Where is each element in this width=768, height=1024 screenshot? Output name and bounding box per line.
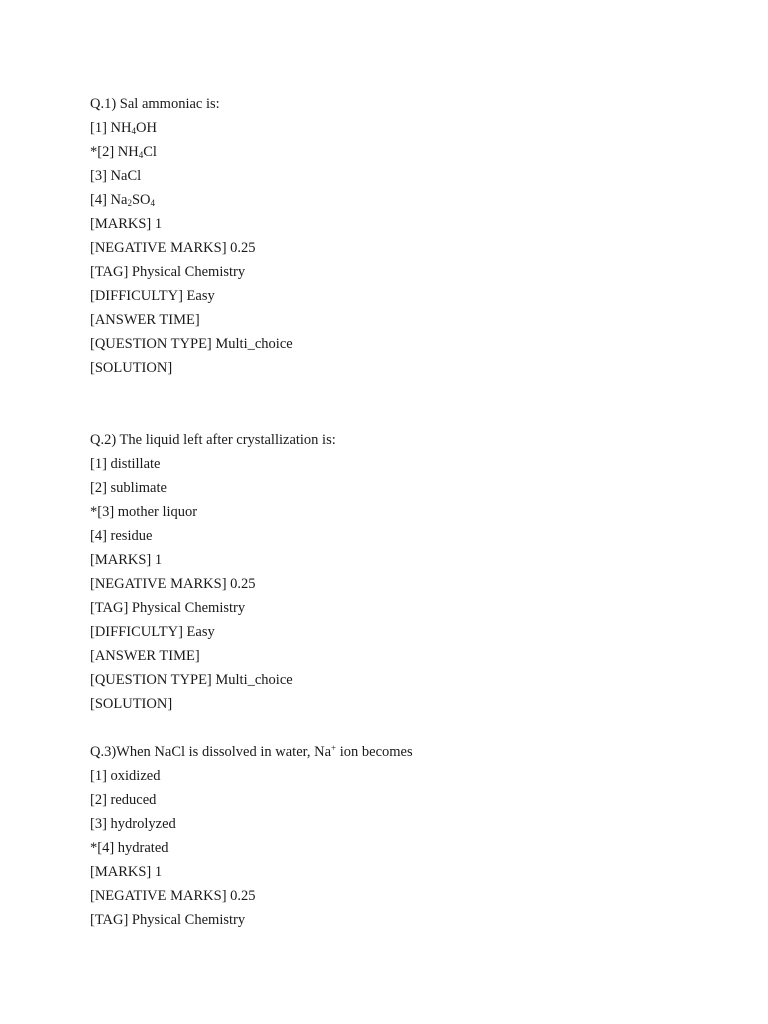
difficulty: [DIFFICULTY] Easy [90,624,215,640]
difficulty: [DIFFICULTY] Easy [90,288,215,304]
marks: [MARKS] 1 [90,552,163,568]
option-2: *[2] $NH_4Cl$ [90,144,157,160]
tag: [TAG] Physical Chemistry [90,912,246,928]
question-3 [90,740,413,932]
tag: [TAG] Physical Chemistry [90,600,246,616]
question-stem: Q.3)When NaCl is dissolved in water, Na+ ion becomes [90,743,413,760]
question-type: [QUESTION TYPE] Multi_choice [90,336,293,352]
question-stem: Q.1) Sal ammoniac is: [90,96,220,112]
negative-marks: [NEGATIVE MARKS] 0.25 [90,240,256,256]
question-stem: Q.2) The liquid left after crystallization is: [90,432,336,448]
option-1: [1] oxidized [90,768,161,784]
option-4: [4] $Na_2SO_4$ [90,192,155,208]
option-2: [2] sublimate [90,480,167,496]
negative-marks: [NEGATIVE MARKS] 0.25 [90,576,256,592]
question-type: [QUESTION TYPE] Multi_choice [90,672,293,688]
marks: [MARKS] 1 [90,864,163,880]
solution: [SOLUTION] [90,360,173,376]
marks: [MARKS] 1 [90,216,163,232]
question-2 [90,428,336,716]
negative-marks: [NEGATIVE MARKS] 0.25 [90,888,256,904]
option-3: *[3] mother liquor [90,504,198,520]
option-4: [4] residue [90,528,153,544]
question-1 [90,92,293,380]
option-1: [1] $NH_4OH$ [90,120,157,136]
option-2: [2] reduced [90,792,157,808]
answer-time: [ANSWER TIME] [90,312,200,328]
option-1: [1] distillate [90,456,161,472]
option-3: [3] NaCl [90,168,142,184]
option-4: *[4] hydrated [90,840,169,856]
option-3: [3] hydrolyzed [90,816,176,832]
answer-time: [ANSWER TIME] [90,648,200,664]
tag: [TAG] Physical Chemistry [90,264,246,280]
solution: [SOLUTION] [90,696,173,712]
